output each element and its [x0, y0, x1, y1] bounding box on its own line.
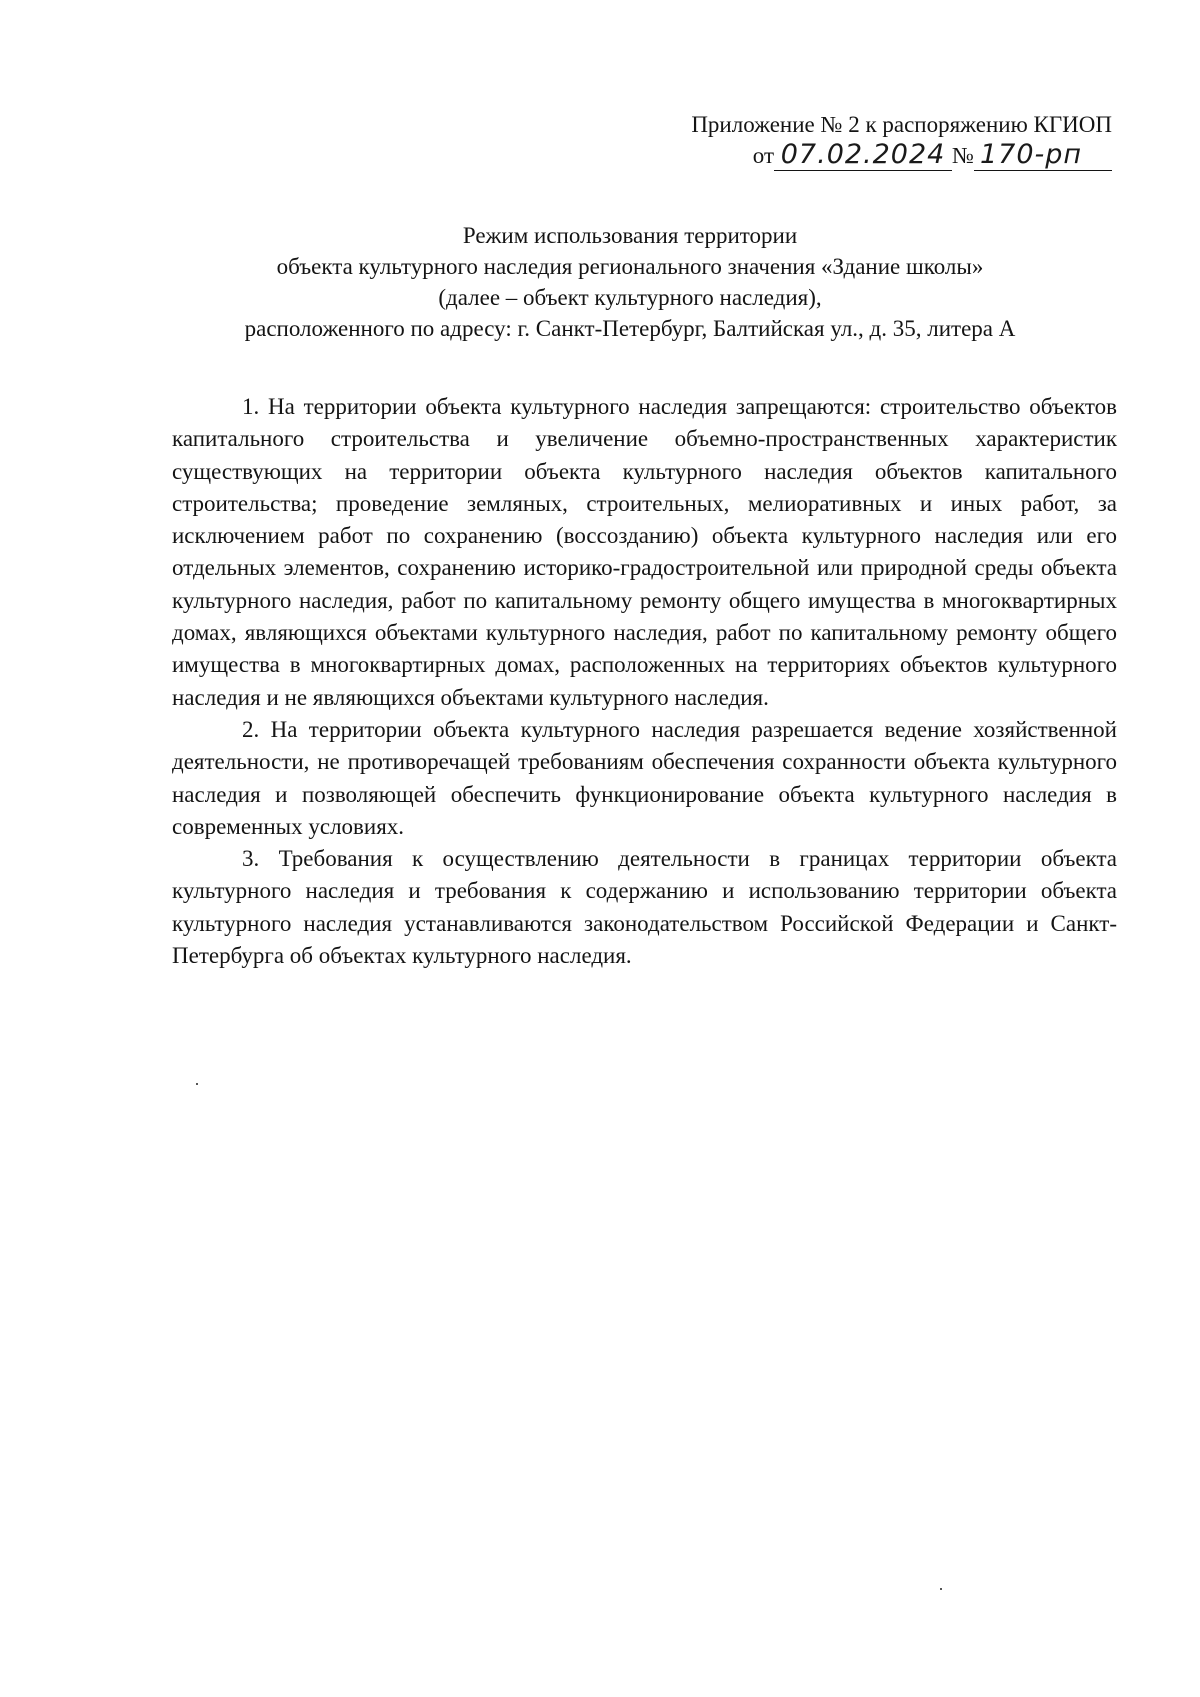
paragraph-1: 1. На территории объекта культурного наследия запрещаются: строительство объектов капитального строительства и увеличение объемно-пространственных характеристик существующих на территории объекта культурного наследия объектов капитального строительства; проведение земляных, строительных, мелиоративных и иных работ, за исключением работ по сохранению (воссозданию) объекта культурного наследия или его отдельных элементов, сохранению историко-градостроительной или природной среды объекта культурного наследия, работ по капитальному ремонту общего имущества в многоквартирных домах, являющихся объектами культурного наследия, работ по капитальному ремонту общего имущества в многоквартирных домах, расположенных на территориях объектов культурного наследия и не являющихся объектами культурного наследия.	[172, 394, 1117, 710]
title-line-4: расположенного по адресу: г. Санкт-Петербург, Балтийская ул., д. 35, литера А	[244, 316, 1016, 341]
title-line-3: (далее – объект культурного наследия),	[438, 285, 822, 310]
appendix-line: Приложение № 2 к распоряжению КГИОП	[691, 112, 1112, 137]
handwritten-date: 07.02.2024	[774, 140, 952, 171]
title-line-1: Режим использования территории	[462, 223, 798, 248]
appendix-header	[691, 110, 1112, 171]
title-line-2: объекта культурного наследия регионального значения «Здание школы»	[276, 254, 984, 279]
scan-speck	[196, 1083, 198, 1085]
from-label: от	[752, 143, 775, 168]
scan-speck	[940, 1588, 942, 1590]
paragraph-3: 3. Требования к осуществлению деятельности в границах территории объекта культурного наследия и требования к содержанию и использованию территории объекта культурного наследия устанавливаются законодательством Российской Федерации и Санкт-Петербурга об объектах культурного наследия.	[172, 846, 1117, 969]
paragraph-2: 2. На территории объекта культурного наследия разрешается ведение хозяйственной деятельности, не противоречащей требованиям обеспечения сохранности объекта культурного наследия и позволяющей обеспечить функционирование объекта культурного наследия в современных условиях.	[172, 716, 1117, 839]
number-label: №	[952, 143, 974, 168]
handwritten-number: 170-рп	[974, 140, 1112, 171]
document-title	[150, 220, 1110, 344]
document-body	[172, 391, 1117, 972]
order-reference	[691, 140, 1112, 171]
